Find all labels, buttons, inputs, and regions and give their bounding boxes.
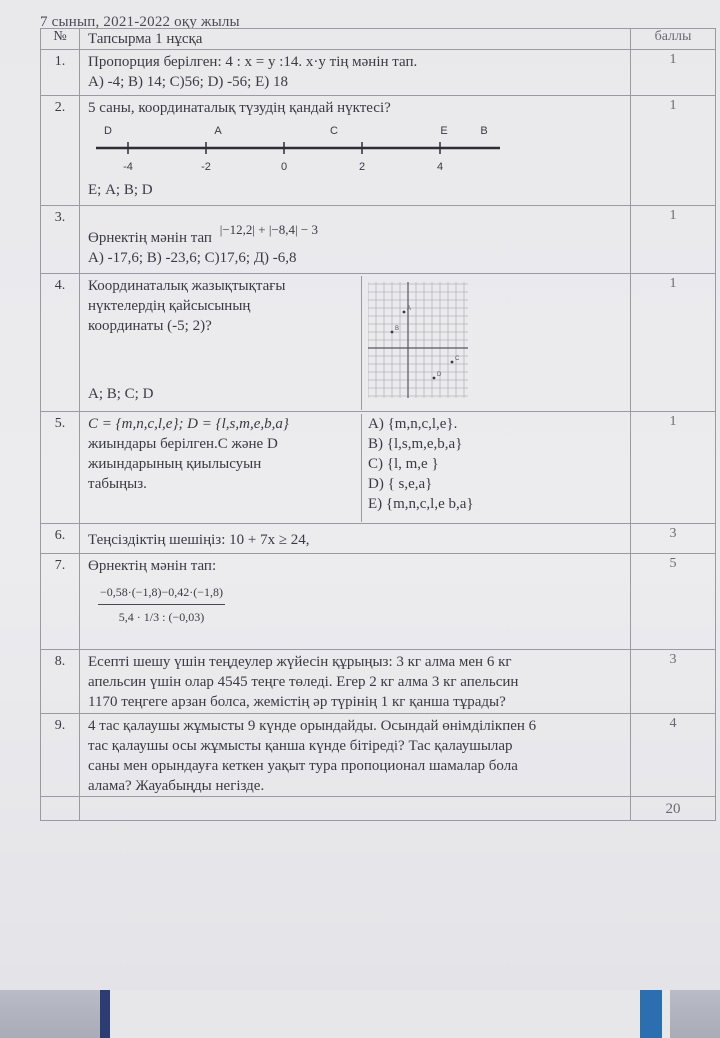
task-options	[362, 414, 630, 522]
task-number: 7.	[41, 554, 80, 650]
column-header-score: баллы	[631, 29, 716, 50]
task-question	[88, 414, 362, 522]
task-number: 3.	[41, 206, 80, 274]
total-row	[41, 797, 716, 821]
grid-point-label: A	[407, 306, 412, 312]
task-score: 3	[631, 524, 716, 554]
task-score: 1	[631, 96, 716, 206]
grid-point-label: D	[437, 372, 442, 378]
task-split	[88, 414, 630, 522]
coordinate-grid	[368, 282, 468, 398]
table-row	[41, 50, 716, 96]
task-number: 1.	[41, 50, 80, 96]
task-line: Пропорция берілген: 4 : x = y :14. x·y тің мәнін тап.	[88, 54, 418, 70]
task-line: тас қалаушы осы жұмысты қанша күнде бітіреді? Тас қалаушылар	[88, 738, 513, 754]
task-answer: А; В; С; D	[88, 386, 154, 402]
task-number: 2.	[41, 96, 80, 206]
grid-point	[451, 361, 454, 364]
option-item: А) {m,n,c,l,e}.	[368, 416, 458, 432]
task-score: 5	[631, 554, 716, 650]
task-line: алама? Жауабыңды негізде.	[88, 778, 265, 794]
grid-point	[391, 331, 394, 334]
task-expression: |−12,2| + |−8,4| − 3	[219, 222, 318, 237]
number-line-point-label: C	[330, 125, 338, 137]
table-row	[41, 274, 716, 412]
column-header-number: №	[41, 29, 80, 50]
total-label-cell	[80, 797, 631, 821]
fraction-denominator: 5,4 · 1/3 : (−0,03)	[118, 610, 205, 624]
option-item: D) { s,e,a}	[368, 476, 433, 492]
task-fraction	[98, 582, 225, 627]
task-line: C = {m,n,c,l,e}; D = {l,s,m,e,b,a}	[88, 416, 289, 432]
task-number: 8.	[41, 650, 80, 714]
task-score: 1	[631, 274, 716, 412]
task-line: нүктелердің қайсысының	[88, 298, 251, 314]
task-number: 4.	[41, 274, 80, 412]
task-question	[88, 276, 362, 410]
task-line	[88, 222, 624, 248]
task-score: 1	[631, 206, 716, 274]
fraction-numerator: −0,58·(−1,8)−0,42·(−1,8)	[98, 582, 225, 605]
task-answer: Е; А; В; D	[88, 182, 153, 198]
task-text	[80, 714, 631, 797]
task-text	[80, 50, 631, 96]
task-line: координаты (-5; 2)?	[88, 318, 212, 334]
grid-point-label: C	[455, 356, 460, 362]
task-number: 5.	[41, 412, 80, 524]
table-row	[41, 554, 716, 650]
table-row	[41, 524, 716, 554]
task-text	[80, 96, 631, 206]
book-edge-right	[640, 990, 662, 1038]
number-line-tick-label: 0	[280, 161, 288, 173]
task-text	[80, 206, 631, 274]
task-text	[80, 274, 631, 412]
task-line: Өрнектің мәнін тап:	[88, 558, 217, 574]
exam-table	[40, 28, 716, 821]
task-score: 1	[631, 412, 716, 524]
page-title: 7 сынып, 2021-2022 оқу жылы	[40, 14, 240, 30]
number-line-point-label: A	[214, 125, 222, 137]
number-line-point-label: B	[480, 125, 488, 137]
grid-point	[403, 311, 406, 314]
coordinate-grid-cell	[362, 276, 630, 410]
number-line-tick-label: 2	[358, 161, 366, 173]
option-item: С) {l, m,e }	[368, 456, 439, 472]
table-row	[41, 206, 716, 274]
option-item: Е) {m,n,c,l,e b,a}	[368, 496, 474, 512]
task-line: жиындарының қиылысуын	[88, 456, 262, 472]
number-line-tick-label: -2	[201, 161, 211, 173]
task-line: жиындары берілген.С және D	[88, 436, 278, 452]
task-answer: А) -17,6; В) -23,6; С)17,6; Д) -6,8	[88, 250, 297, 266]
task-line: 4 тас қалаушы жұмысты 9 күнде орындайды. Осындай өнімділікпен 6	[88, 718, 537, 734]
book-below	[110, 990, 670, 1038]
task-score: 4	[631, 714, 716, 797]
table-row	[41, 412, 716, 524]
task-line: апельсин үшін олар 4545 теңге төледі. Егер 2 кг алма 3 кг апельсин	[88, 674, 519, 690]
task-text	[80, 650, 631, 714]
task-line: саны мен орындауға кеткен уақыт тура пропоционал шамалар бола	[88, 758, 518, 774]
table-row	[41, 714, 716, 797]
grid-point-label: B	[395, 326, 400, 332]
task-split	[88, 276, 630, 410]
task-score: 1	[631, 50, 716, 96]
total-score: 20	[631, 797, 716, 821]
task-line: Есепті шешу үшін теңдеулер жүйесін құрыңыз: 3 кг алма мен 6 кг	[88, 654, 512, 670]
total-number-cell	[41, 797, 80, 821]
task-text	[80, 524, 631, 554]
task-line: Координаталық жазықтықтағы	[88, 278, 286, 294]
task-score: 3	[631, 650, 716, 714]
table-header-row	[41, 29, 716, 50]
task-line: 1170 теңгеге арзан болса, жемістің әр түрінің 1 кг қанша тұрады?	[88, 694, 506, 710]
grid-point	[433, 377, 436, 380]
option-item: В) {l,s,m,e,b,a}	[368, 436, 463, 452]
task-text	[80, 554, 631, 650]
number-line-tick-label: 4	[436, 161, 444, 173]
table-row	[41, 650, 716, 714]
number-line-tick-label: -4	[123, 161, 133, 173]
task-number: 6.	[41, 524, 80, 554]
column-header-task: Тапсырма 1 нұсқа	[80, 29, 631, 50]
task-line-text: Өрнектің мәнін тап	[88, 230, 212, 246]
task-line: 5 саны, координаталық түзудің қандай нүктесі?	[88, 100, 391, 116]
task-line: А) -4; В) 14; С)56; D) -56; Е) 18	[88, 74, 288, 90]
number-line-point-label: D	[104, 125, 112, 137]
task-line: табыңыз.	[88, 476, 147, 492]
task-number: 9.	[41, 714, 80, 797]
task-text	[80, 412, 631, 524]
number-line-diagram	[88, 122, 508, 178]
number-line-point-label: E	[440, 125, 448, 137]
table-row	[41, 96, 716, 206]
task-line: Теңсіздіктің шешіңіз: 10 + 7x ≥ 24,	[88, 532, 310, 548]
